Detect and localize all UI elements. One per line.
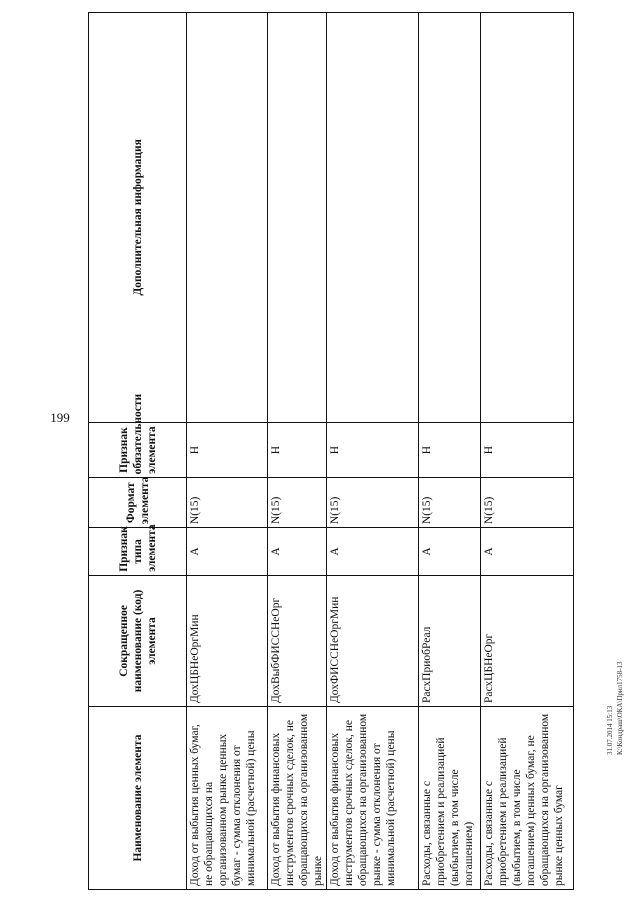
cell-type: А	[327, 528, 419, 576]
cell-code: ДохФИССНеОргМин	[327, 575, 419, 706]
cell-format: N(15)	[419, 478, 481, 528]
cell-type: А	[419, 528, 481, 576]
header-element-type: Признак типа элемента	[89, 528, 187, 576]
header-element-format: Формат элемента	[89, 478, 187, 528]
cell-required: Н	[327, 422, 419, 478]
cell-code: ДохВыбФИССНеОрг	[268, 575, 327, 706]
table-row	[481, 13, 574, 890]
cell-type: А	[268, 528, 327, 576]
cell-info	[327, 13, 419, 423]
page-number: 199	[50, 410, 70, 425]
header-element-code: Сокращенное наименование (код) элемента	[89, 575, 187, 706]
table-row	[268, 13, 327, 890]
cell-required: Н	[419, 422, 481, 478]
cell-code: РасхЦБНеОрг	[481, 575, 574, 706]
cell-code: РасхПриобРеал	[419, 575, 481, 706]
cell-name: Доход от выбытия ценных бумаг, не обращающихся на организованном рынке ценных бумаг - сумма отклонения от минимальной (расчетной) цены	[187, 707, 268, 890]
cell-required: Н	[187, 422, 268, 478]
cell-name: Расходы, связанные с приобретением и реализацией (выбытием, в том числе погашением)	[419, 707, 481, 890]
rotated-table-container	[88, 12, 565, 890]
cell-required: Н	[268, 422, 327, 478]
table-header-row	[89, 13, 187, 890]
table-row	[327, 13, 419, 890]
header-element-name: Наименование элемента	[89, 707, 187, 890]
cell-name: Доход от выбытия финансовых инструментов срочных сделок, не обращающихся на организованном рынке	[268, 707, 327, 890]
cell-info	[419, 13, 481, 423]
cell-code: ДохЦБНеОргМин	[187, 575, 268, 706]
cell-name: Расходы, связанные с приобретением и реализацией (выбытием, в том числе погашением) ценных бумаг, не обращающихся на организованном рынке ценных бумаг	[481, 707, 574, 890]
cell-name: Доход от выбытия финансовых инструментов срочных сделок, не обращающихся на организованном рынке - сумма отклонения от минимальной (расчетной) цены	[327, 707, 419, 890]
cell-format: N(15)	[187, 478, 268, 528]
header-additional-info: Дополнительная информация	[89, 13, 187, 423]
cell-info	[187, 13, 268, 423]
cell-type: А	[187, 528, 268, 576]
footer-file-path: К:\Кондраш\ОКА\Прил1758-13	[616, 661, 624, 755]
cell-info	[481, 13, 574, 423]
table-row	[419, 13, 481, 890]
cell-info	[268, 13, 327, 423]
cell-format: N(15)	[327, 478, 419, 528]
cell-required: Н	[481, 422, 574, 478]
elements-table	[88, 12, 574, 890]
header-element-required: Признак обязательности элемента	[89, 422, 187, 478]
footer-date: 31.07.2014 15:13	[606, 705, 614, 755]
cell-type: А	[481, 528, 574, 576]
table-row	[187, 13, 268, 890]
cell-format: N(15)	[268, 478, 327, 528]
cell-format: N(15)	[481, 478, 574, 528]
